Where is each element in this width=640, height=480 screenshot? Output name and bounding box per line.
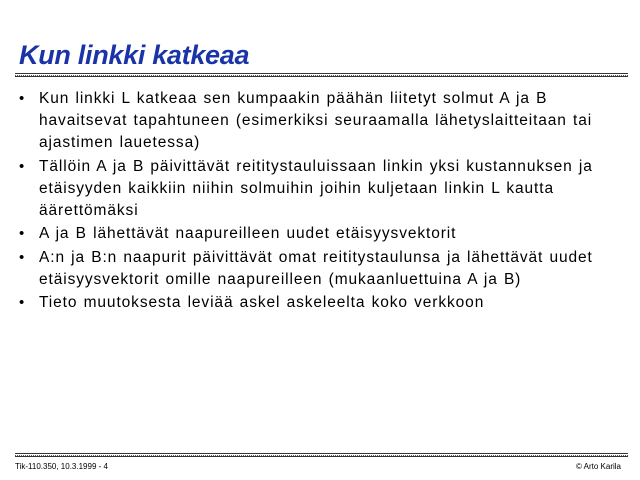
bullet-dot-icon: • — [19, 294, 26, 311]
slide-title: Kun linkki katkeaa — [19, 40, 250, 70]
bullet-text: Tieto muutoksesta leviää askel askeleelta koko verkkoon — [39, 294, 485, 311]
bullet-list — [19, 88, 619, 316]
footer-course-info: Tik-110.350, 10.3.1999 - 4 — [15, 462, 108, 471]
bullet-text: Tällöin A ja B päivittävät reititystauluissaan linkin yksi kustannuksen ja etäisyyden kaikkiin niihin solmuihin joihin kuljetaan linkin L kautta äärettömäksi — [39, 157, 593, 219]
footer-divider — [15, 453, 628, 457]
bullet-text: A ja B lähettävät naapureilleen uudet etäisyysvektorit — [39, 225, 457, 242]
title-divider — [15, 73, 628, 77]
bullet-item — [19, 88, 619, 154]
bullet-dot-icon: • — [19, 157, 26, 175]
bullet-dot-icon: • — [19, 90, 26, 107]
bullet-item — [19, 292, 619, 314]
bullet-text: Kun linkki L katkeaa sen kumpaakin päähän liitetyt solmut A ja B havaitsevat tapahtuneen (esimerkiksi seuraamalla lähetyslaitteitaan tai ajastimen lauetessa) — [39, 90, 593, 151]
footer-copyright: © Arto Karila — [575, 462, 621, 471]
bullet-dot-icon: • — [19, 248, 26, 266]
bullet-item — [19, 156, 619, 222]
bullet-item — [19, 223, 619, 245]
bullet-item — [19, 247, 619, 291]
bullet-dot-icon: • — [19, 225, 26, 242]
bullet-text: A:n ja B:n naapurit päivittävät omat reititystaulunsa ja lähettävät uudet etäisyysvektorit omille naapureilleen (mukaanluettuina A ja B) — [39, 248, 593, 288]
